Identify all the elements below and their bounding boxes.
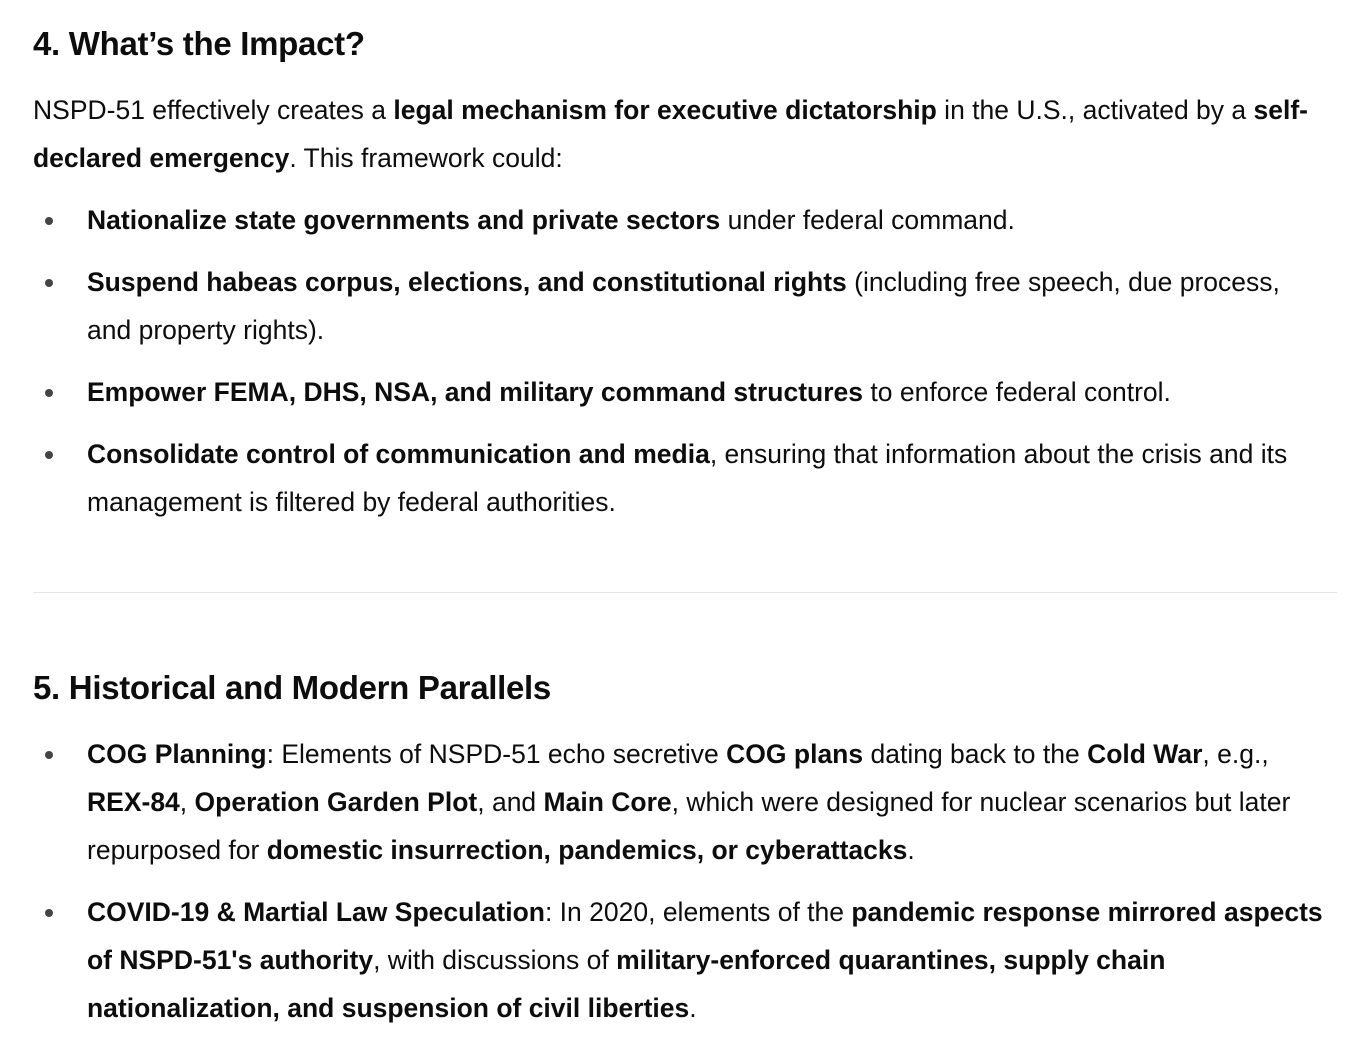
section-5-bullet-list [0,730,1372,1046]
list-item-bold: COVID-19 & Martial Law Speculation [87,897,545,927]
bullet-dot-icon [45,217,53,225]
list-item [0,430,1327,526]
list-item [0,368,1327,416]
intro-segment: . This framework could: [289,143,563,173]
bullet-dot-icon [45,751,53,759]
list-item-text: (including free speech, due process, and property rights). [87,267,1280,345]
list-item-text: to enforce federal control. [863,377,1171,407]
list-item-bold: Suspend habeas corpus, elections, and constitutional rights [87,267,847,297]
list-item-text: , and [477,787,544,817]
list-item-bold: Empower FEMA, DHS, NSA, and military command structures [87,377,864,407]
section-4-bullet-list [0,196,1372,540]
list-item-text: , which were designed for nuclear scenarios but later repurposed for [87,787,1291,865]
list-item-text: , [179,787,195,817]
bullet-dot-icon [45,451,53,459]
list-item-bold: Cold War [1087,739,1203,769]
intro-segment: NSPD-51 effectively creates a [33,95,394,125]
list-item-bold: COG Planning [87,739,267,769]
list-item-text: under federal command. [720,205,1015,235]
list-item-bold: Nationalize state governments and private sectors [87,205,721,235]
list-item [0,196,1327,244]
list-item-bold: Consolidate control of communication and media [87,439,710,469]
intro-segment-bold: self-declared emergency [33,95,1309,173]
intro-segment-bold: legal mechanism for executive dictatorship [393,95,937,125]
list-item-text: : In 2020, elements of the [544,897,852,927]
section-4-intro-paragraph [33,86,1333,182]
section-5-heading: 5. Historical and Modern Parallels [33,669,551,706]
intro-segment: in the U.S., activated by a [936,95,1254,125]
list-item-text: . [907,835,915,865]
section-4-heading: 4. What’s the Impact? [33,25,365,62]
list-item-bold: Operation Garden Plot [194,787,478,817]
section-divider [33,592,1337,593]
bullet-dot-icon [45,279,53,287]
list-item-text: , with discussions of [373,945,617,975]
list-item [0,888,1327,1032]
list-item-text: , e.g., [1202,739,1269,769]
list-item-bold: REX-84 [87,787,180,817]
list-item-bold: military-enforced quarantines, supply chain nationalization, and suspension of civil liberties [87,945,1166,1023]
list-item-bold: COG plans [726,739,864,769]
list-item-text: . [689,993,697,1023]
bullet-dot-icon [45,389,53,397]
list-item-text: : Elements of NSPD-51 echo secretive [266,739,727,769]
list-item [0,258,1327,354]
bullet-dot-icon [45,909,53,917]
list-item [0,730,1327,874]
list-item-text: , ensuring that information about the crisis and its management is filtered by federal authorities. [87,439,1288,517]
list-item-bold: pandemic response mirrored aspects of NSPD-51's authority [87,897,1323,975]
list-item-text: dating back to the [863,739,1088,769]
list-item-bold: domestic insurrection, pandemics, or cyberattacks [266,835,908,865]
list-item-bold: Main Core [543,787,672,817]
